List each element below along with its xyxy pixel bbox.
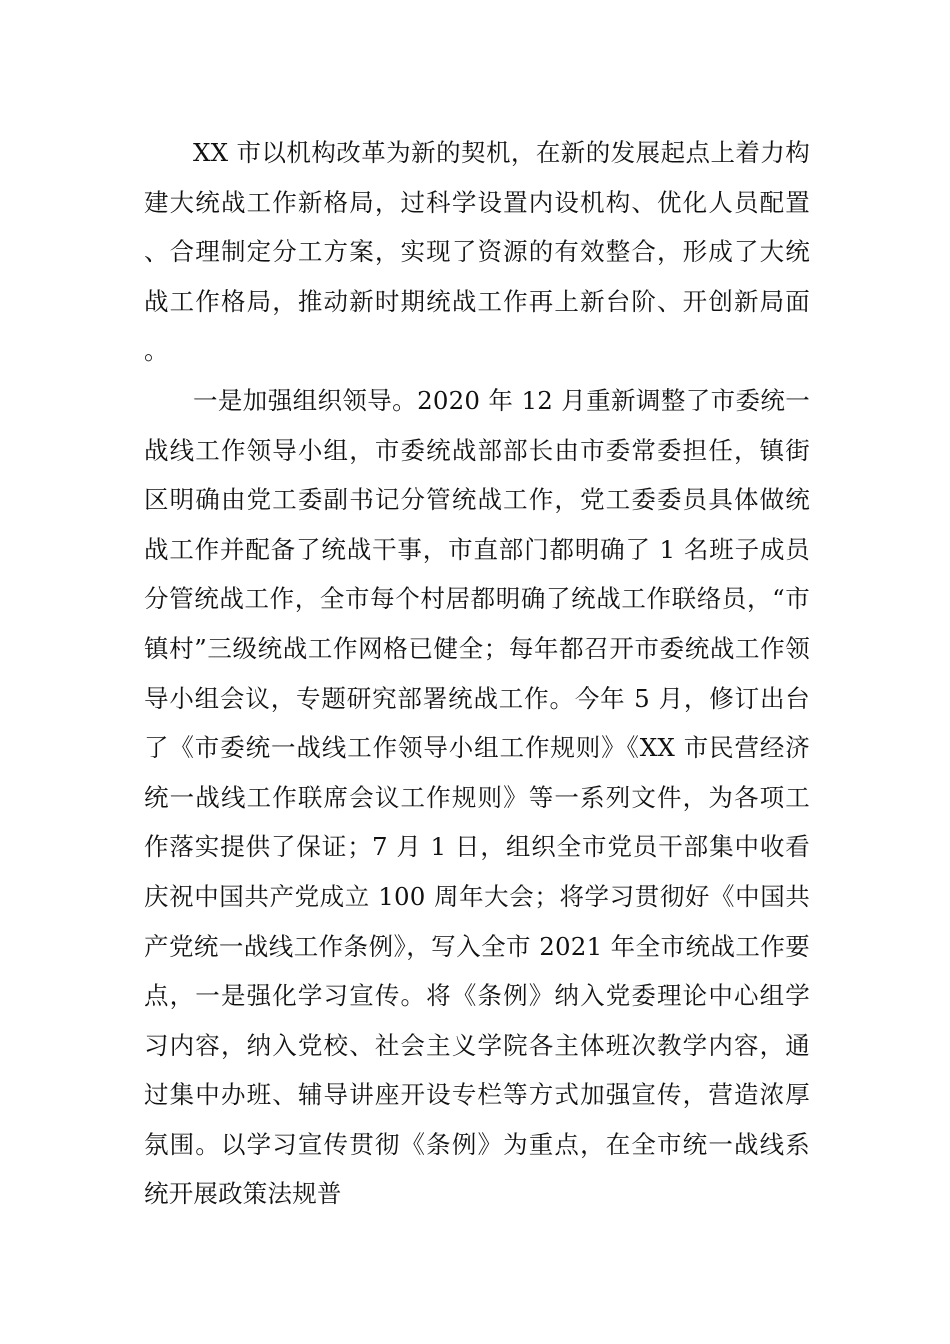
document-body bbox=[144, 128, 810, 1219]
paragraph-intro: XX 市以机构改革为新的契机，在新的发展起点上着力构建大统战工作新格局，过科学设置内设机构、优化人员配置、合理制定分工方案，实现了资源的有效整合，形成了大统战工作格局，推动新时期统战工作再上新台阶、开创新局面。 bbox=[144, 138, 810, 366]
paragraph-organization-leadership: 一是加强组织领导。2020 年 12 月重新调整了市委统一战线工作领导小组，市委统战部部长由市委常委担任，镇街区明确由党工委副书记分管统战工作，党工委委员具体做统战工作并配备了统战干事，市直部门都明确了 1 名班子成员分管统战工作，全市每个村居都明确了统战工作联络员，“市镇村”三级统战工作网格已健全；每年都召开市委统战工作领导小组会议，专题研究部署统战工作。今年 5 月，修订出台了《市委统一战线工作领导小组工作规则》《XX 市民营经济统一战线工作联席会议工作规则》等一系列文件，为各项工作落实提供了保证；7 月 1 日，组织全市党员干部集中收看庆祝中国共产党成立 100 周年大会；将学习贯彻好《中国共产党统一战线工作条例》，写入全市 2021 年全市统战工作要点，一是强化学习宣传。将《条例》纳入党委理论中心组学习内容，纳入党校、社会主义学院各主体班次教学内容，通过集中办班、辅导讲座开设专栏等方式加强宣传，营造浓厚氛围。以学习宣传贯彻《条例》为重点，在全市统一战线系统开展政策法规普 bbox=[144, 385, 810, 1209]
